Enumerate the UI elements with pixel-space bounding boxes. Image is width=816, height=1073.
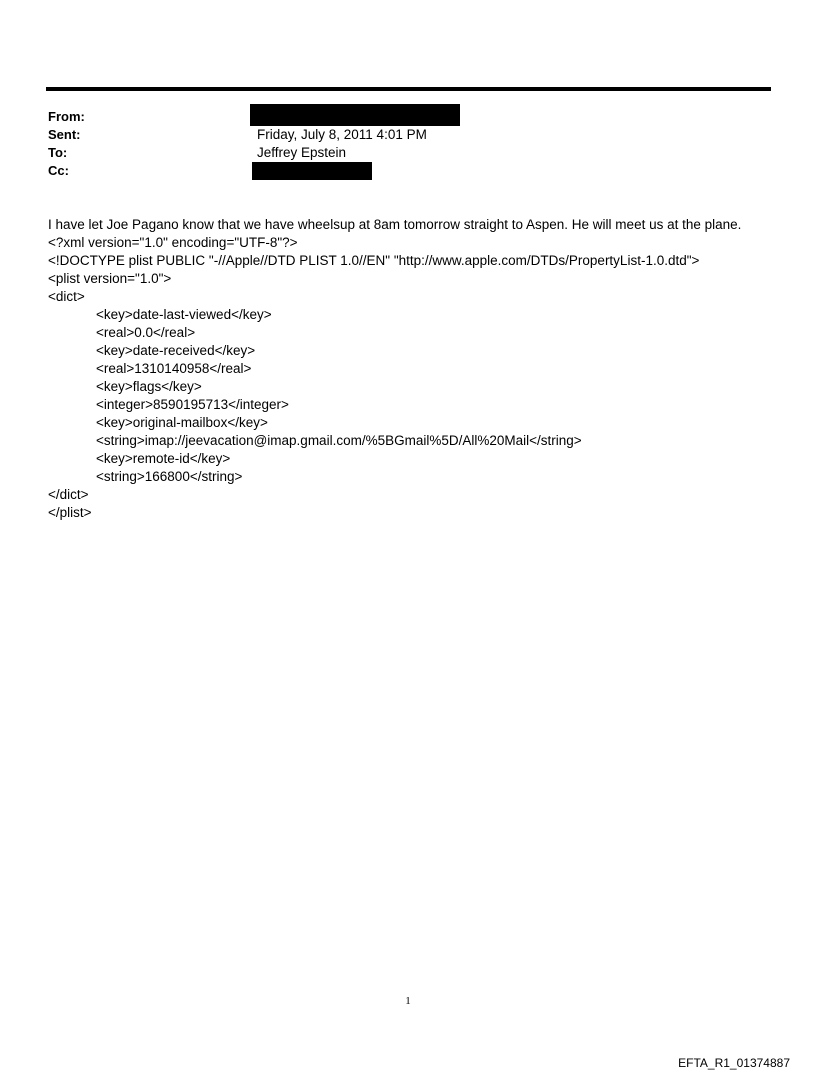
plist-line: </plist> [48, 505, 92, 520]
plist-line: <?xml version="1.0" encoding="UTF-8"?> [48, 235, 298, 250]
plist-line: <key>flags</key> [96, 379, 202, 394]
page-number: 1 [405, 995, 411, 1007]
plist-line: <key>date-last-viewed</key> [96, 307, 272, 322]
plist-line: <string>imap://jeevacation@imap.gmail.com/%5BGmail%5D/All%20Mail</string> [96, 433, 582, 448]
message-text: I have let Joe Pagano know that we have wheelsup at 8am tomorrow straight to Aspen. He will meet us at the plane. [48, 217, 742, 232]
email-body [48, 216, 788, 522]
plist-line: <key>original-mailbox</key> [96, 415, 268, 430]
plist-line: <integer>8590195713</integer> [96, 397, 289, 412]
plist-line: <key>date-received</key> [96, 343, 256, 358]
plist-line: <dict> [48, 289, 85, 304]
sent-label: Sent: [48, 127, 81, 142]
plist-line: <real>0.0</real> [96, 325, 196, 340]
plist-line: <plist version="1.0"> [48, 271, 172, 286]
to-label: To: [48, 145, 68, 160]
header-rule [46, 87, 771, 91]
plist-line: <string>166800</string> [96, 469, 243, 484]
from-redaction [250, 104, 460, 126]
sent-value: Friday, July 8, 2011 4:01 PM [257, 127, 427, 142]
plist-line: <key>remote-id</key> [96, 451, 231, 466]
plist-line: </dict> [48, 487, 89, 502]
to-value: Jeffrey Epstein [257, 145, 347, 160]
from-label: From: [48, 109, 85, 124]
plist-line: <!DOCTYPE plist PUBLIC "-//Apple//DTD PLIST 1.0//EN" "http://www.apple.com/DTDs/PropertyList-1.0.dtd"> [48, 253, 700, 268]
cc-redaction [252, 162, 372, 180]
plist-line: <real>1310140958</real> [96, 361, 252, 376]
cc-label: Cc: [48, 163, 69, 178]
document-id: EFTA_R1_01374887 [678, 1056, 790, 1070]
